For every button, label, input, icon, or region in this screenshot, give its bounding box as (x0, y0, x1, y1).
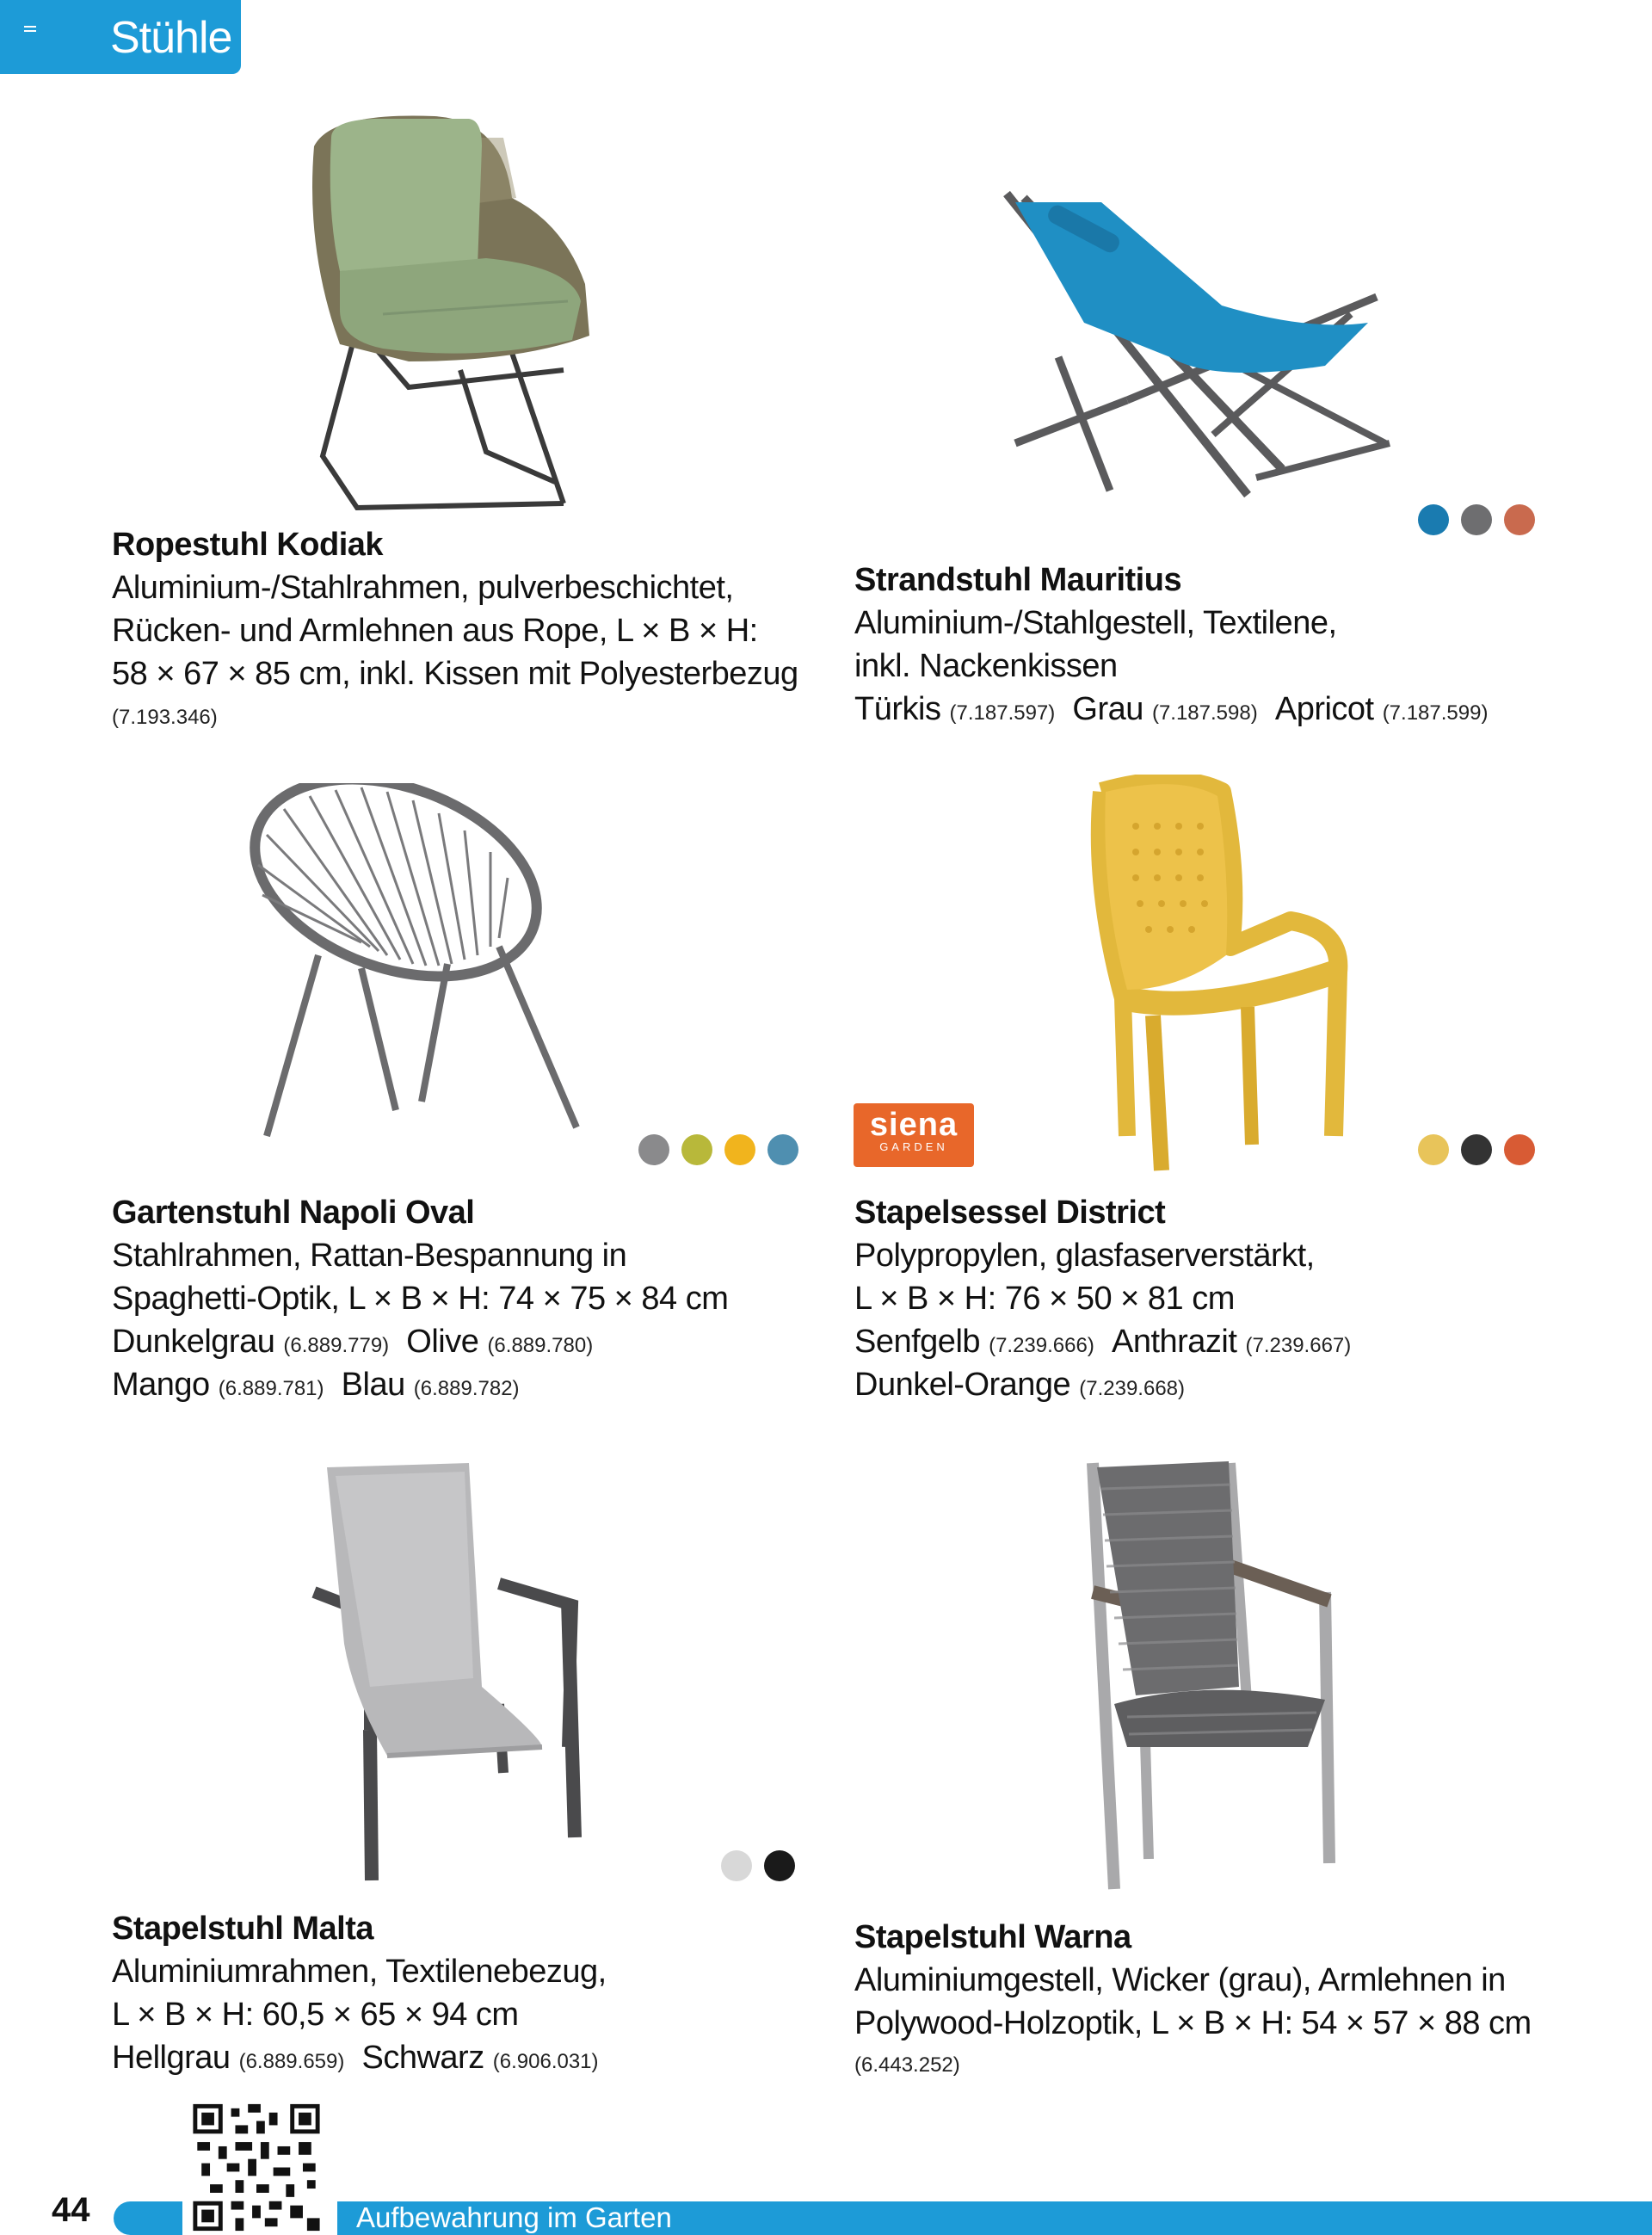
article-number: (7.239.666) (989, 1334, 1094, 1357)
color-swatches (1418, 1134, 1535, 1165)
variant-label: Hellgrau (112, 2040, 231, 2076)
variant-line (112, 1324, 593, 1361)
variant-label: Apricot (1274, 691, 1374, 727)
variant-line (854, 1367, 1185, 1404)
color-swatch (721, 1850, 752, 1881)
qr-code-icon[interactable] (188, 2100, 325, 2235)
product-name: Stapelstuhl Warna (854, 1919, 1131, 1955)
wicker-chair-image (1076, 1454, 1368, 1893)
home-and-more-logo (0, 62, 1652, 77)
home-and-more-logo (0, 46, 1652, 62)
product-description-line: Stahlrahmen, Rattan-Bespannung in (112, 1238, 627, 1274)
color-swatch (1504, 504, 1535, 535)
article-number: (6.889.779) (283, 1334, 390, 1357)
article-number: (7.187.598) (1151, 701, 1258, 725)
product-name: Strandstuhl Mauritius (854, 562, 1182, 598)
color-swatch (638, 1134, 669, 1165)
product-description-line: Polywood-Holzoptik, L × B × H: 54 × 57 × 88 cm (854, 2005, 1532, 2041)
product-name: Ropestuhl Kodiak (112, 527, 384, 563)
yellow-chair-image (1076, 775, 1351, 1179)
product-description-line: inkl. Nackenkissen (854, 648, 1118, 684)
color-swatch (767, 1134, 798, 1165)
sling-chair-image (310, 1463, 594, 1885)
section-header-tab (0, 0, 241, 74)
color-swatch (1461, 1134, 1492, 1165)
article-number: (7.239.667) (1245, 1334, 1352, 1357)
variant-label: Türkis (854, 691, 941, 727)
footer-section-label: Aufbewahrung im Garten (356, 2201, 672, 2233)
article-number: (7.187.599) (1382, 701, 1489, 725)
product-description-line: Aluminium-/Stahlrahmen, pulverbeschichtet, (112, 570, 734, 606)
variant-label: Senfgelb (854, 1324, 981, 1360)
color-swatch (681, 1134, 712, 1165)
variant-line (112, 1367, 520, 1404)
beach-chair-image (998, 185, 1394, 512)
color-swatch (1504, 1134, 1535, 1165)
article-number: (6.889.782) (413, 1377, 520, 1400)
oval-chair-image (250, 783, 594, 1162)
color-swatch (764, 1850, 795, 1881)
variant-label: Schwarz (361, 2040, 484, 2076)
variant-label: Grau (1072, 691, 1143, 727)
product-description-line: Polypropylen, glasfaserverstärkt, (854, 1238, 1315, 1274)
product-description-line: Aluminium-/Stahlgestell, Textilene, (854, 605, 1337, 641)
product-name: Stapelsessel District (854, 1195, 1166, 1231)
home-and-more-logo (0, 0, 1652, 15)
product-name: Stapelstuhl Malta (112, 1911, 373, 1947)
variant-label: Blau (341, 1367, 405, 1403)
product-description-line: Rücken- und Armlehnen aus Rope, L × B × H: (112, 613, 758, 649)
article-number: (6.906.031) (492, 2050, 599, 2073)
article-number: (6.443.252) (854, 2053, 960, 2077)
color-swatches (638, 1134, 798, 1165)
product-description-line: Aluminiumrahmen, Textilenebezug, (112, 1954, 607, 1990)
color-swatch (1461, 504, 1492, 535)
menu-icon (24, 26, 36, 34)
product-description-line: L × B × H: 76 × 50 × 81 cm (854, 1281, 1235, 1317)
article-number: (6.889.780) (487, 1334, 594, 1357)
article-number: (6.889.659) (238, 2050, 345, 2073)
variant-label: Dunkelgrau (112, 1324, 275, 1360)
section-title: Stühle (110, 13, 232, 63)
home-and-more-logo (0, 15, 1652, 31)
color-swatch (1418, 1134, 1449, 1165)
page-number: 44 (52, 2191, 90, 2229)
home-and-more-logo (0, 31, 1652, 46)
color-swatches (1418, 504, 1535, 535)
article-number: (7.187.597) (949, 701, 1056, 725)
article-number: (6.889.781) (218, 1377, 324, 1400)
color-swatches (721, 1850, 795, 1881)
product-name: Gartenstuhl Napoli Oval (112, 1195, 475, 1231)
variant-line (854, 691, 1488, 728)
footer-bar-left (114, 2201, 182, 2235)
product-description-line: 58 × 67 × 85 cm, inkl. Kissen mit Polyesterbezug (112, 656, 798, 692)
article-number: (7.193.346) (112, 706, 218, 729)
variant-label: Dunkel-Orange (854, 1367, 1071, 1403)
siena-garden-logo: siena GARDEN (854, 1103, 974, 1167)
product-description-line: Spaghetti-Optik, L × B × H: 74 × 75 × 84 cm (112, 1281, 729, 1317)
product-description-line: L × B × H: 60,5 × 65 × 94 cm (112, 1997, 519, 2033)
variant-line (854, 1324, 1351, 1361)
variant-label: Mango (112, 1367, 210, 1403)
color-swatch (1418, 504, 1449, 535)
variant-label: Olive (406, 1324, 479, 1360)
product-description-line: Aluminiumgestell, Wicker (grau), Armlehnen in (854, 1962, 1506, 1998)
rope-chair-image (305, 112, 598, 512)
article-number: (7.239.668) (1079, 1377, 1186, 1400)
variant-line (112, 2040, 599, 2077)
color-swatch (724, 1134, 755, 1165)
variant-label: Anthrazit (1111, 1324, 1237, 1360)
